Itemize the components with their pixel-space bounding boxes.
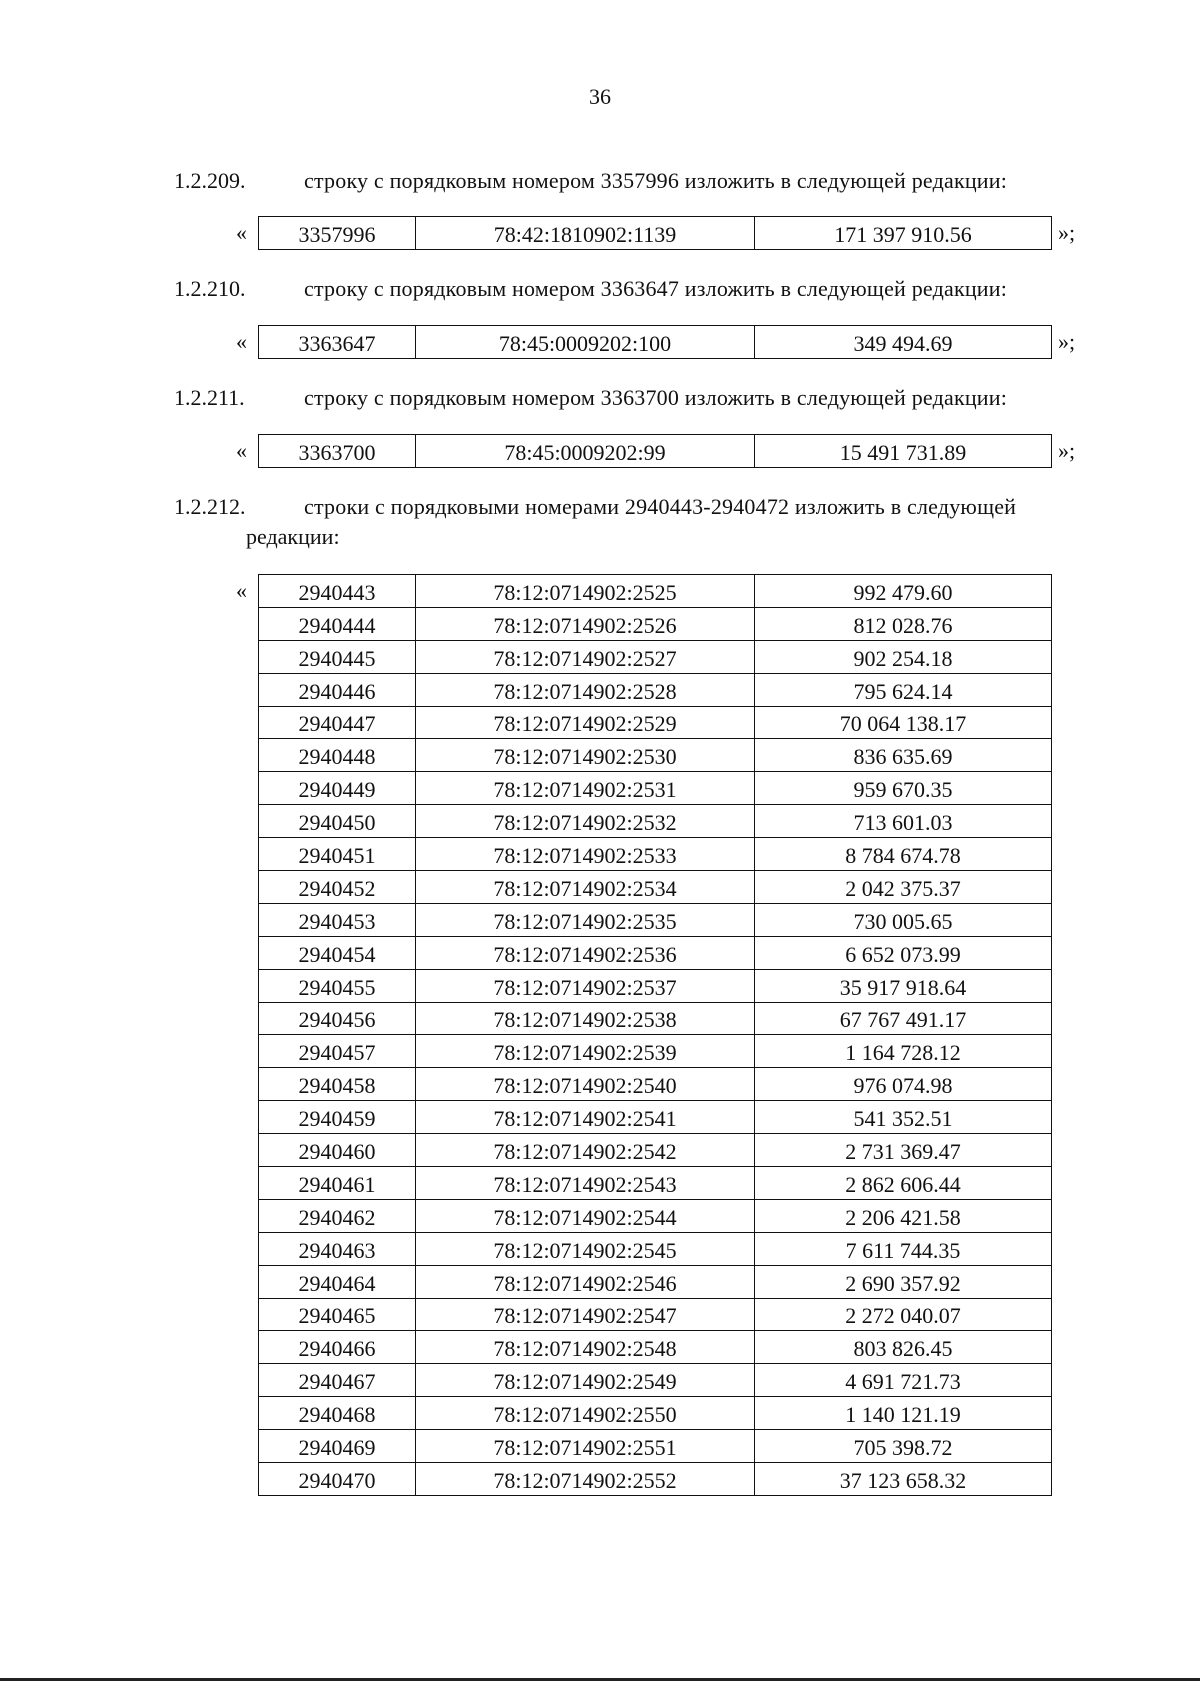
cadastral-value: 6 652 073.99 (755, 936, 1052, 969)
cadastral-number: 78:12:0714902:2537 (416, 969, 755, 1002)
cadastral-number: 78:12:0714902:2540 (416, 1068, 755, 1101)
cadastral-number: 78:12:0714902:2544 (416, 1199, 755, 1232)
single-row-table-210 (258, 325, 1052, 359)
row-serial-number: 2940457 (259, 1035, 416, 1068)
table-row (259, 805, 1052, 838)
cadastral-number: 78:12:0714902:2550 (416, 1397, 755, 1430)
item-number: 1.2.211. (174, 385, 245, 410)
row-serial-number: 2940464 (259, 1265, 416, 1298)
cadastral-value: 67 767 491.17 (755, 1002, 1052, 1035)
table-row (259, 1265, 1052, 1298)
cadastral-number: 78:42:1810902:1139 (416, 217, 755, 250)
row-serial-number: 2940461 (259, 1167, 416, 1200)
row-serial-number: 2940470 (259, 1463, 416, 1496)
cadastral-value: 2 042 375.37 (755, 871, 1052, 904)
close-quote: »; (1058, 220, 1076, 245)
cadastral-table-212 (258, 574, 1052, 1496)
open-quote: « (236, 438, 247, 463)
row-serial-number: 2940444 (259, 607, 416, 640)
cadastral-value: 2 272 040.07 (755, 1298, 1052, 1331)
cadastral-number: 78:12:0714902:2525 (416, 575, 755, 608)
row-serial-number: 2940451 (259, 838, 416, 871)
cadastral-value: 349 494.69 (755, 326, 1052, 359)
cadastral-value: 976 074.98 (755, 1068, 1052, 1101)
cadastral-number: 78:12:0714902:2548 (416, 1331, 755, 1364)
cadastral-number: 78:12:0714902:2546 (416, 1265, 755, 1298)
cadastral-value: 8 784 674.78 (755, 838, 1052, 871)
row-serial-number: 3363700 (259, 435, 416, 468)
table-row (259, 435, 1052, 468)
table-row (259, 1331, 1052, 1364)
table-row (259, 640, 1052, 673)
row-serial-number: 2940467 (259, 1364, 416, 1397)
cadastral-number: 78:12:0714902:2531 (416, 772, 755, 805)
cadastral-number: 78:12:0714902:2552 (416, 1463, 755, 1496)
table-row (259, 739, 1052, 772)
table-row (259, 673, 1052, 706)
cadastral-value: 171 397 910.56 (755, 217, 1052, 250)
footer-divider (0, 1678, 1200, 1681)
row-serial-number: 2940466 (259, 1331, 416, 1364)
table-row (259, 1199, 1052, 1232)
table-row (259, 871, 1052, 904)
close-quote: »; (1058, 329, 1076, 354)
cadastral-number: 78:12:0714902:2530 (416, 739, 755, 772)
table-row (259, 1430, 1052, 1463)
cadastral-number: 78:12:0714902:2543 (416, 1167, 755, 1200)
row-serial-number: 2940452 (259, 871, 416, 904)
cadastral-number: 78:45:0009202:100 (416, 326, 755, 359)
cadastral-value: 836 635.69 (755, 739, 1052, 772)
table-row (259, 1232, 1052, 1265)
row-serial-number: 2940445 (259, 640, 416, 673)
row-serial-number: 2940447 (259, 706, 416, 739)
cadastral-number: 78:12:0714902:2549 (416, 1364, 755, 1397)
row-serial-number: 2940453 (259, 903, 416, 936)
item-number: 1.2.209. (174, 168, 246, 193)
cadastral-value: 2 731 369.47 (755, 1134, 1052, 1167)
item-number: 1.2.210. (174, 276, 246, 301)
row-serial-number: 2940463 (259, 1232, 416, 1265)
row-serial-number: 2940459 (259, 1101, 416, 1134)
table-body (259, 575, 1052, 1496)
cadastral-value: 2 206 421.58 (755, 1199, 1052, 1232)
item-heading-209 (174, 166, 1120, 196)
cadastral-value: 959 670.35 (755, 772, 1052, 805)
item-text: строку с порядковым номером 3357996 изложить в следующей редакции: (304, 168, 1008, 193)
row-serial-number: 2940462 (259, 1199, 416, 1232)
table-row (259, 1068, 1052, 1101)
cadastral-number: 78:12:0714902:2536 (416, 936, 755, 969)
row-serial-number: 3363647 (259, 326, 416, 359)
row-serial-number: 2940455 (259, 969, 416, 1002)
item-heading-210 (174, 274, 1120, 304)
table-row (259, 1101, 1052, 1134)
cadastral-number: 78:12:0714902:2533 (416, 838, 755, 871)
item-heading-212 (174, 492, 1120, 552)
cadastral-value: 7 611 744.35 (755, 1232, 1052, 1265)
cadastral-value: 541 352.51 (755, 1101, 1052, 1134)
table-body (259, 217, 1052, 250)
cadastral-value: 4 691 721.73 (755, 1364, 1052, 1397)
item-heading-211 (174, 383, 1120, 413)
open-quote: « (236, 578, 247, 603)
open-quote: « (236, 220, 247, 245)
cadastral-number: 78:12:0714902:2541 (416, 1101, 755, 1134)
cadastral-value: 803 826.45 (755, 1331, 1052, 1364)
row-serial-number: 2940454 (259, 936, 416, 969)
item-text-continued: редакции: (246, 524, 340, 549)
page-number: 36 (589, 84, 611, 109)
cadastral-number: 78:12:0714902:2547 (416, 1298, 755, 1331)
cadastral-value: 902 254.18 (755, 640, 1052, 673)
single-row-table-209 (258, 216, 1052, 250)
item-text: строку с порядковым номером 3363700 изложить в следующей редакции: (304, 385, 1008, 410)
single-row-table-211 (258, 434, 1052, 468)
cadastral-value: 730 005.65 (755, 903, 1052, 936)
table-row (259, 326, 1052, 359)
cadastral-number: 78:12:0714902:2528 (416, 673, 755, 706)
row-serial-number: 2940450 (259, 805, 416, 838)
cadastral-number: 78:12:0714902:2551 (416, 1430, 755, 1463)
cadastral-number: 78:12:0714902:2535 (416, 903, 755, 936)
item-text: строки с порядковыми номерами 2940443-2940472 изложить в следующей (304, 494, 1017, 519)
cadastral-value: 15 491 731.89 (755, 435, 1052, 468)
cadastral-number: 78:12:0714902:2529 (416, 706, 755, 739)
table-row (259, 1397, 1052, 1430)
cadastral-value: 795 624.14 (755, 673, 1052, 706)
cadastral-value: 2 862 606.44 (755, 1167, 1052, 1200)
table-row (259, 1298, 1052, 1331)
table-row (259, 607, 1052, 640)
cadastral-value: 2 690 357.92 (755, 1265, 1052, 1298)
cadastral-number: 78:12:0714902:2534 (416, 871, 755, 904)
table-row (259, 1364, 1052, 1397)
cadastral-value: 992 479.60 (755, 575, 1052, 608)
row-serial-number: 2940449 (259, 772, 416, 805)
item-number: 1.2.212. (174, 494, 246, 519)
table-row (259, 1463, 1052, 1496)
table-body (259, 326, 1052, 359)
table-row (259, 575, 1052, 608)
cadastral-value: 713 601.03 (755, 805, 1052, 838)
cadastral-value: 37 123 658.32 (755, 1463, 1052, 1496)
cadastral-number: 78:12:0714902:2526 (416, 607, 755, 640)
cadastral-value: 705 398.72 (755, 1430, 1052, 1463)
table-row (259, 969, 1052, 1002)
cadastral-number: 78:12:0714902:2542 (416, 1134, 755, 1167)
cadastral-number: 78:12:0714902:2538 (416, 1002, 755, 1035)
row-serial-number: 2940458 (259, 1068, 416, 1101)
cadastral-value: 35 917 918.64 (755, 969, 1052, 1002)
cadastral-number: 78:45:0009202:99 (416, 435, 755, 468)
cadastral-number: 78:12:0714902:2539 (416, 1035, 755, 1068)
table-row (259, 1134, 1052, 1167)
open-quote: « (236, 329, 247, 354)
row-serial-number: 2940443 (259, 575, 416, 608)
table-row (259, 1002, 1052, 1035)
close-quote: »; (1058, 438, 1076, 463)
table-row (259, 838, 1052, 871)
table-row (259, 1035, 1052, 1068)
cadastral-number: 78:12:0714902:2545 (416, 1232, 755, 1265)
cadastral-value: 1 140 121.19 (755, 1397, 1052, 1430)
cadastral-number: 78:12:0714902:2527 (416, 640, 755, 673)
cadastral-number: 78:12:0714902:2532 (416, 805, 755, 838)
cadastral-value: 1 164 728.12 (755, 1035, 1052, 1068)
row-serial-number: 2940448 (259, 739, 416, 772)
table-row (259, 217, 1052, 250)
table-row (259, 936, 1052, 969)
cadastral-value: 70 064 138.17 (755, 706, 1052, 739)
row-serial-number: 2940446 (259, 673, 416, 706)
item-text: строку с порядковым номером 3363647 изложить в следующей редакции: (304, 276, 1008, 301)
row-serial-number: 2940468 (259, 1397, 416, 1430)
table-row (259, 903, 1052, 936)
row-serial-number: 2940465 (259, 1298, 416, 1331)
row-serial-number: 3357996 (259, 217, 416, 250)
row-serial-number: 2940460 (259, 1134, 416, 1167)
table-row (259, 1167, 1052, 1200)
table-row (259, 706, 1052, 739)
table-row (259, 772, 1052, 805)
row-serial-number: 2940469 (259, 1430, 416, 1463)
row-serial-number: 2940456 (259, 1002, 416, 1035)
table-body (259, 435, 1052, 468)
cadastral-value: 812 028.76 (755, 607, 1052, 640)
